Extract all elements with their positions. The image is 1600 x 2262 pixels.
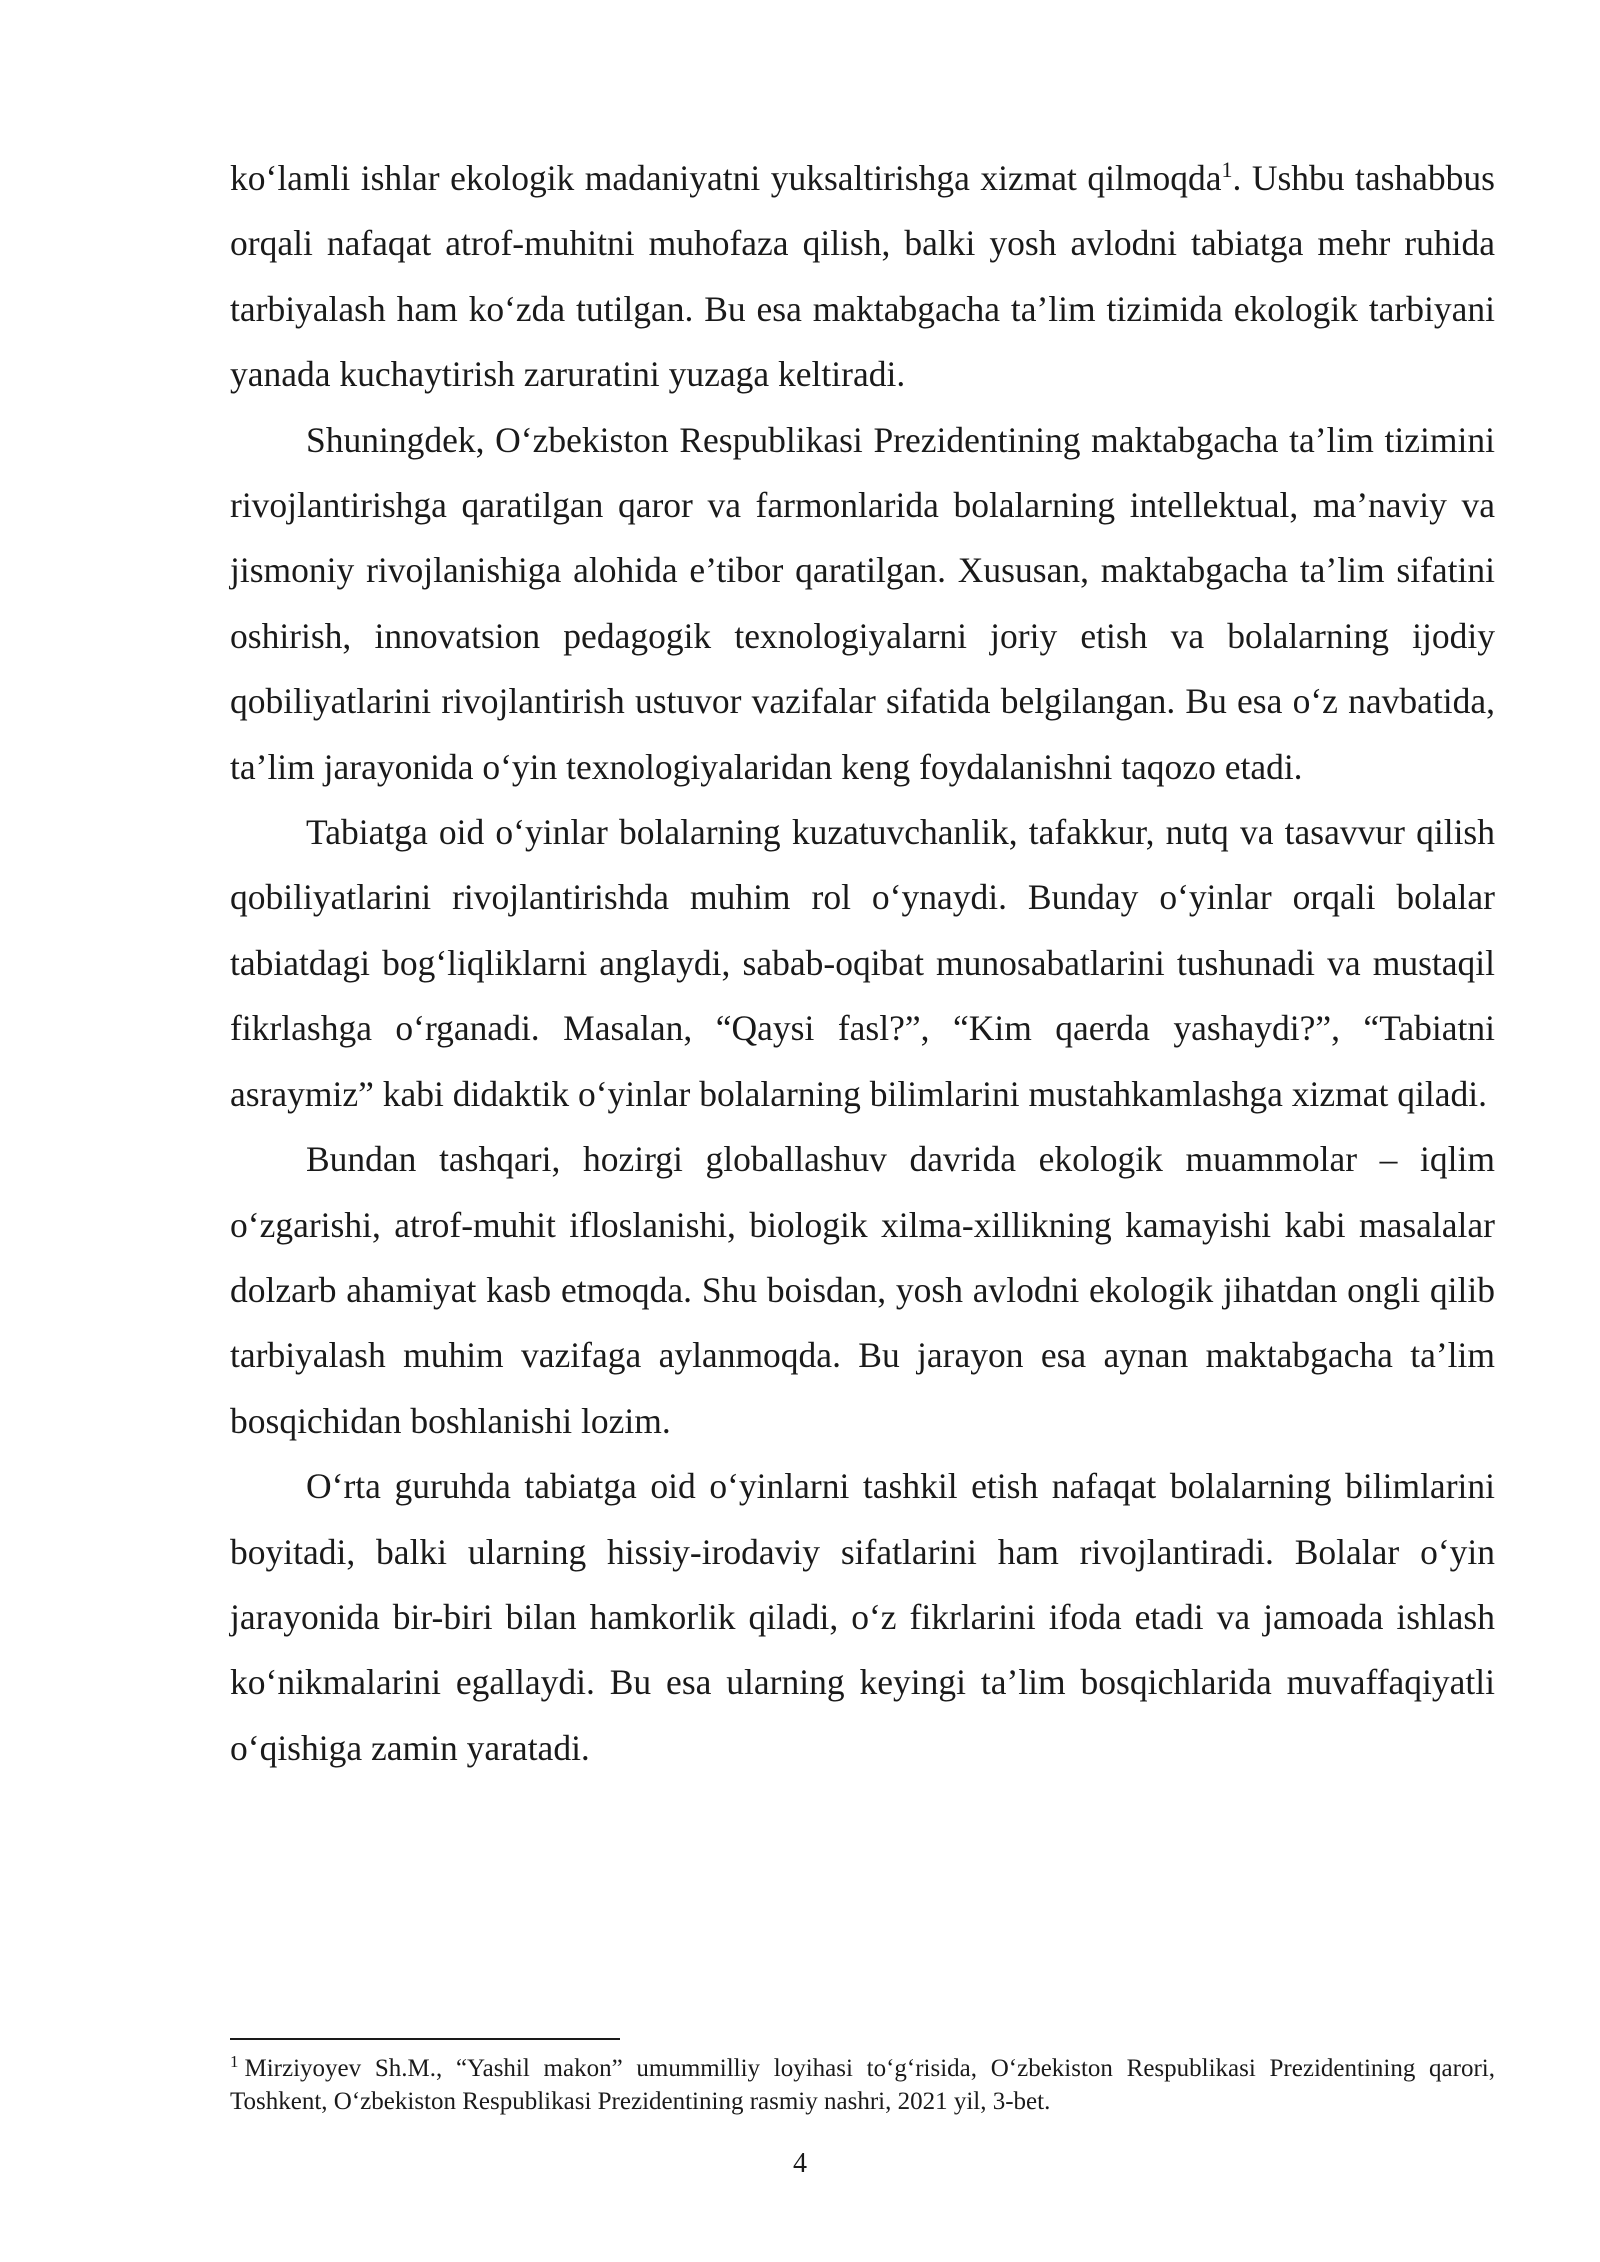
paragraph-4: Bundan tashqari, hozirgi globallashuv davrida ekologik muammolar – iqlim o‘zgarishi, atrof-muhit ifloslanishi, biologik xilma-xillikning kamayishi kabi masalalar dolzarb ahamiyat kasb etmoqda. Shu boisdan, yosh avlodni ekologik jihatdan ongli qilib tarbiyalash muhim vazifaga aylanmoqda. Bu jarayon esa aynan maktabgacha ta’lim bosqichidan boshlanishi lozim. <box>230 1139 1495 1441</box>
paragraph-1 <box>230 146 1495 408</box>
footnote-text: Mirziyoyev Sh.M., “Yashil makon” umummilliy loyihasi to‘g‘risida, O‘zbekiston Respublikasi Prezidentining qarori, Toshkent, O‘zbekiston Respublikasi Prezidentining rasmiy nashri, 2021 yil, 3-bet. <box>230 2055 1495 2115</box>
page-number: 4 <box>793 2148 807 2179</box>
paragraph-2: Shuningdek, O‘zbekiston Respublikasi Prezidentining maktabgacha ta’lim tizimini rivojlantirishga qaratilgan qaror va farmonlarida bolalarning intellektual, ma’naviy va jismoniy rivojlanishiga alohida e’tibor qaratilgan. Xususan, maktabgacha ta’lim sifatini oshirish, innovatsion pedagogik texnologiyalarni joriy etish va bolalarning ijodiy qobiliyatlarini rivojlantirish ustuvor vazifalar sifatida belgilangan. Bu esa o‘z navbatida, ta’lim jarayonida o‘yin texnologiyalaridan keng foydalanishni taqozo etadi. <box>230 419 1495 787</box>
paragraph-5: O‘rta guruhda tabiatga oid o‘yinlarni tashkil etish nafaqat bolalarning bilimlarini boyitadi, balki ularning hissiy-irodaviy sifatlarini ham rivojlantiradi. Bolalar o‘yin jarayonida bir-biri bilan hamkorlik qiladi, o‘z fikrlarini ifoda etadi va jamoada ishlash ko‘nikmalarini egallaydi. Bu esa ularning keyingi ta’lim bosqichlarida muvaffaqiyatli o‘qishiga zamin yaratadi. <box>230 1466 1495 1768</box>
paragraph-1-text-continued: . Ushbu tashabbus orqali nafaqat atrof-muhitni muhofaza qilish, balki yosh avlodni tabiatga mehr ruhida tarbiyalash ham ko‘zda tutilgan. Bu esa maktabgacha ta’lim tizimida ekologik tarbiyani yanada kuchaytirish zaruratini yuzaga keltiradi. <box>230 158 1495 395</box>
paragraph-1-text: ko‘lamli ishlar ekologik madaniyatni yuksaltirishga xizmat qilmoqda <box>230 158 1222 198</box>
footnote-separator <box>230 2038 620 2040</box>
document-body <box>230 146 1495 1781</box>
paragraph-3: Tabiatga oid o‘yinlar bolalarning kuzatuvchanlik, tafakkur, nutq va tasavvur qilish qobiliyatlarini rivojlantirishda muhim rol o‘ynaydi. Bunday o‘yinlar orqali bolalar tabiatdagi bog‘liqliklarni anglaydi, sabab-oqibat munosabatlarini tushunadi va mustaqil fikrlashga o‘rganadi. Masalan, “Qaysi fasl?”, “Kim qaerda yashaydi?”, “Tabiatni asraymiz” kabi didaktik o‘yinlar bolalarning bilimlarini mustahkamlashga xizmat qiladi. <box>230 812 1495 1114</box>
footnote <box>230 2052 1495 2118</box>
footnote-mark: 1 <box>230 2051 239 2071</box>
footnote-reference: 1 <box>1221 157 1233 183</box>
